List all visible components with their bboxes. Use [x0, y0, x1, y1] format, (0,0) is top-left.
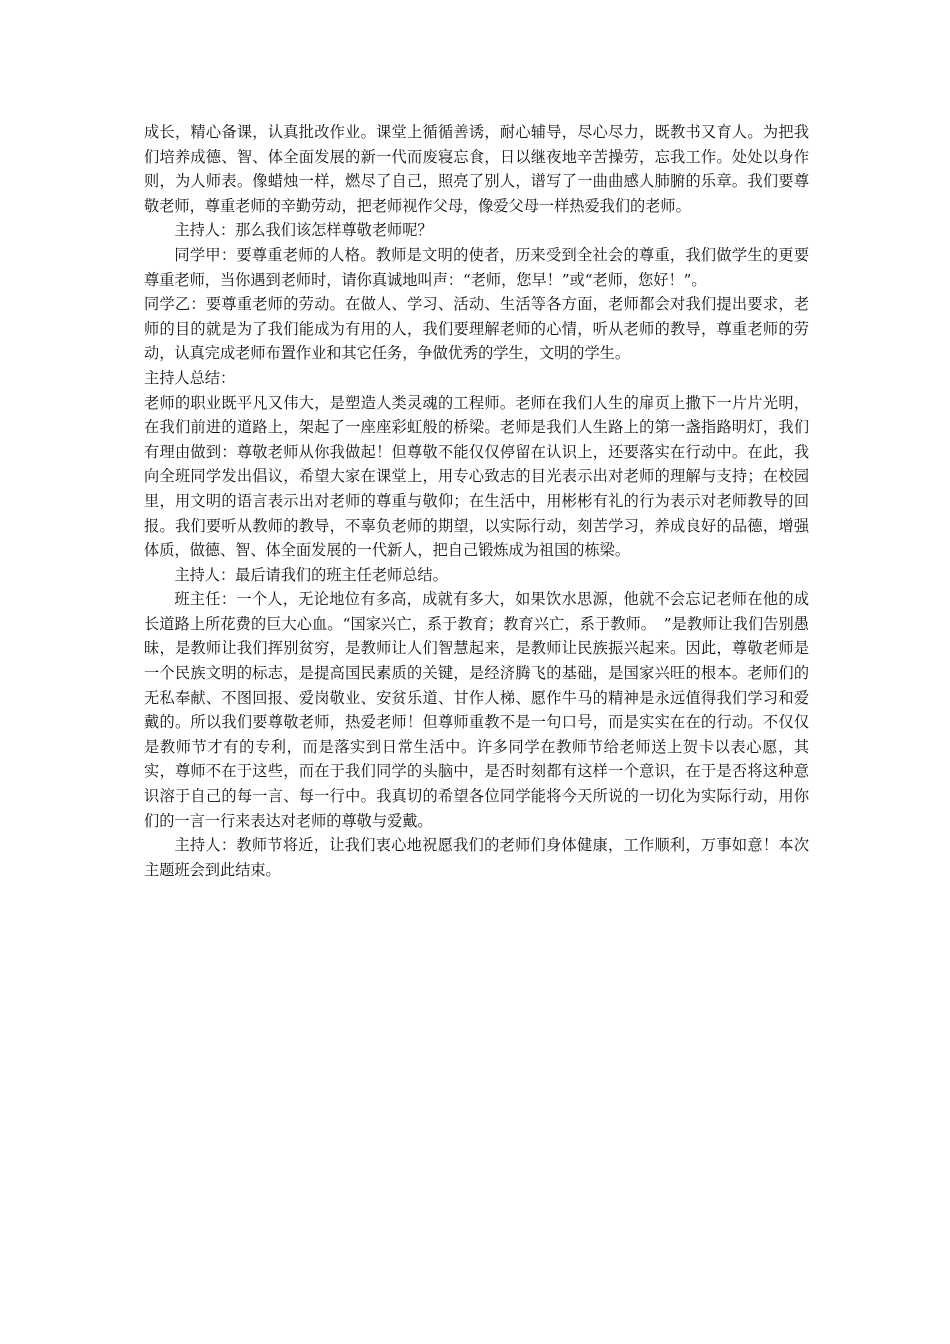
paragraph-6: 老师的职业既平凡又伟大，是塑造人类灵魂的工程师。老师在我们人生的扉页上撒下一片片光明，在我们前进的道路上，架起了一座座彩虹般的桥梁。老师是我们人生路上的第一盏指路明灯，我们有理由做到：尊敬老师从你我做起！但尊敬不能仅仅停留在认识上，还要落实在行动中。在此，我向全班同学发出倡议，希望大家在课堂上，用专心致志的目光表示出对老师的理解与支持；在校园里，用文明的语言表示出对老师的尊重与敬仰；在生活中，用彬彬有礼的行为表示对老师教导的回报。我们要听从教师的教导，不辜负老师的期望，以实际行动，刻苦学习，养成良好的品德，增强体质，做德、智、体全面发展的一代新人，把自己锻炼成为祖国的栋梁。 [144, 393, 809, 560]
paragraph-1: 成长，精心备课，认真批改作业。课堂上循循善诱，耐心辅导，尽心尽力，既教书又育人。为把我们培养成德、智、体全面发展的新一代而废寝忘食，日以继夜地辛苦操劳，忘我工作。处处以身作则，为人师表。像蜡烛一样，燃尽了自己，照亮了别人，谱写了一曲曲感人肺腑的乐章。我们要尊敬老师，尊重老师的辛勤劳动，把老师视作父母，像爱父母一样热爱我们的老师。 [144, 123, 809, 215]
document-page [144, 120, 809, 882]
paragraph-7: 主持人：最后请我们的班主任老师总结。 [174, 565, 448, 584]
paragraph-4: 同学乙：要尊重老师的劳动。在做人、学习、活动、生活等各方面，老师都会对我们提出要求，老师的目的就是为了我们能成为有用的人，我们要理解老师的心情，听从老师的教导，尊重老师的劳动，认真完成老师布置作业和其它任务，争做优秀的学生，文明的学生。 [144, 295, 809, 363]
paragraph-5: 主持人总结： [144, 368, 236, 387]
paragraph-2: 主持人：那么我们该怎样尊敬老师呢？ [174, 221, 433, 240]
paragraph-3: 同学甲：要尊重老师的人格。教师是文明的使者，历来受到全社会的尊重，我们做学生的更要尊重老师，当你遇到老师时，请你真诚地叫声：“老师，您早！”或“老师，您好！”。 [144, 245, 809, 289]
paragraph-9: 主持人：教师节将近，让我们衷心地祝愿我们的老师们身体健康，工作顺利，万事如意！本次主题班会到此结束。 [144, 836, 809, 879]
paragraph-8: 班主任：一个人，无论地位有多高，成就有多大，如果饮水思源，他就不会忘记老师在他的成长道路上所花费的巨大心血。“国家兴亡，系于教育；教育兴亡，系于教师。 ”是教师让我们告别愚昧，是教师让我们挥别贫穷，是教师让人们智慧起来，是教师让民族振兴起来。因此，尊敬老师是一个民族文明的标志，是提高国民素质的关键，是经济腾飞的基础，是国家兴旺的根本。老师们的无私奉献、不图回报、爱岗敬业、安贫乐道、甘作人梯、愿作牛马的精神是永远值得我们学习和爱戴的。所以我们要尊敬老师，热爱老师！但尊师重教不是一句口号，而是实实在在的行动。不仅仅是教师节才有的专利，而是落实到日常生活中。许多同学在教师节给老师送上贺卡以表心愿，其实，尊师不在于这些，而在于我们同学的头脑中，是否时刻都有这样一个意识，在于是否将这种意识溶于自己的每一言、每一行中。我真切的希望各位同学能将今天所说的一切化为实际行动，用你们的一言一行来表达对老师的尊敬与爱戴。 [144, 590, 809, 830]
